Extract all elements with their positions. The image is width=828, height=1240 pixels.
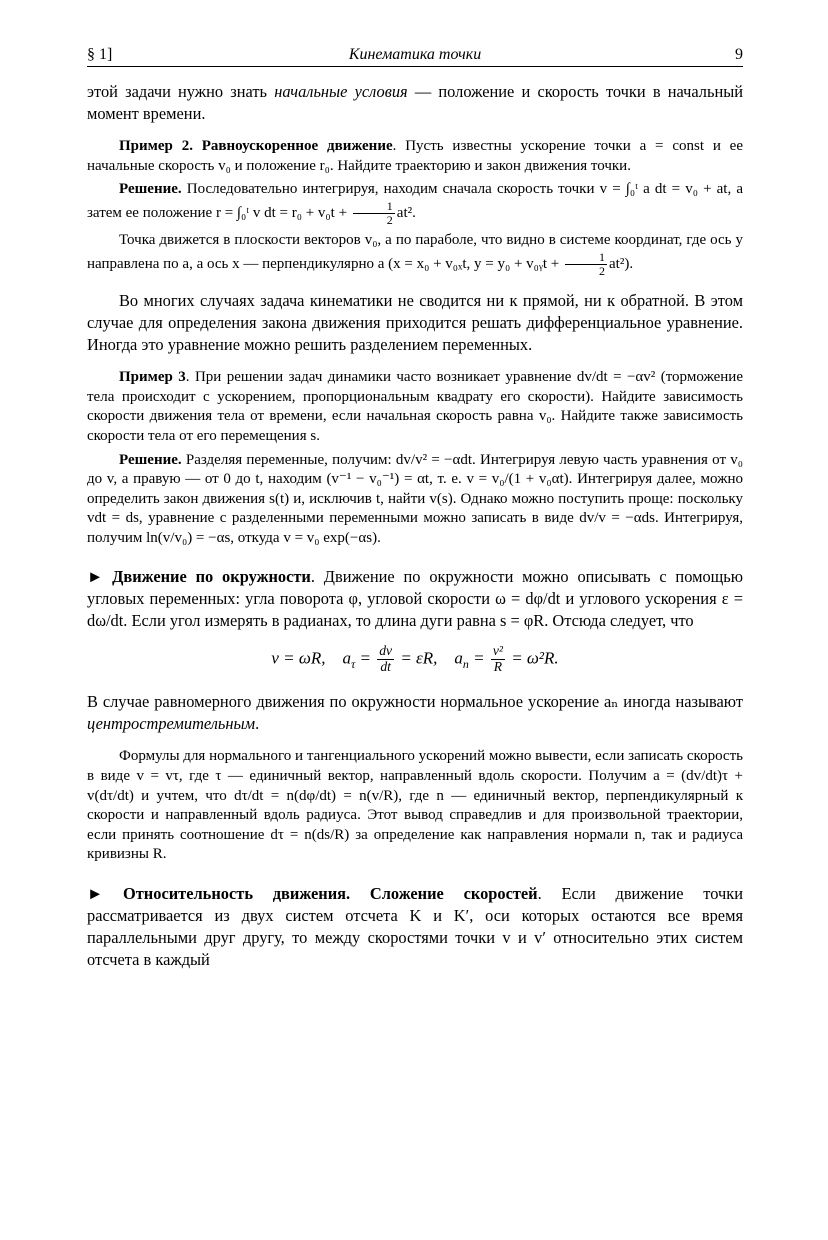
page-number: 9 [735, 46, 743, 63]
solution-2: Решение. Последовательно интегрируя, находим сначала скорость точки v = ∫₀ᵗ a dt = v₀ + at, а затем ее положение r = ∫₀ᵗ v dt = r₀ + v₀t + $\frac{1}{2}$ at². [87, 181, 743, 227]
section-number: § 1] [87, 46, 113, 63]
cases-paragraph: Во многих случаях задача кинематики не сводится ни к прямой, ни к обратной. В этом случае для определения закона движения приходится решать дифференциальное уравнение. Иногда это уравнение можно решить разделением переменных. [87, 291, 743, 355]
small-print-note: Формулы для нормального и тангенциального ускорений можно вывести, если записать скорость в виде v = vτ, где τ — единичный вектор, направленный вдоль скорости. Получим a = (dv/dt)τ + v(dτ/dt) и учтем, что dτ/dt = n(dφ/dt) = n(v/R), где n — единичный вектор, перпендикулярный к скорости и направленный вдоль радиуса. Этот вывод справедлив и для произвольной траектории, если принять соотношение dτ = n(ds/R) за определение как направления нормали n, так и радиуса кривизны R. [87, 748, 743, 863]
fraction-dv-dt: $\frac{dv}{dt}$ [379, 643, 393, 675]
page-header [87, 44, 743, 67]
body-text [87, 81, 743, 971]
fraction-one-half: $\frac{1}{2}$ [353, 200, 395, 227]
fraction-one-half-2: $\frac{1}{2}$ [565, 251, 607, 278]
emphasis-centripetal: центростремительным [87, 714, 256, 734]
relativity-heading: Относительность движения. Сложение скоростей [123, 883, 538, 903]
triangle-marker-icon: ► [87, 567, 104, 587]
triangle-marker-icon-2: ► [87, 883, 104, 903]
solution-3: Решение. Разделяя переменные, получим: dv/v² = −αdt. Интегрируя левую часть уравнения от v₀ до v, а правую — от 0 до t, находим (v⁻¹ − v₀⁻¹) = αt, т. е. v = v₀/(1 + v₀αt). Интегрируя далее, можно определить закон движения s(t) и, исключив t, найти v(s). Однако можно поступить проще: поскольку vdt = ds, уравнение с разделенными переменными можно записать в виде dv/v = −αds. Интегрируя, получим ln(v/v₀) = −αs, откуда v = v₀ exp(−αs). [87, 451, 743, 546]
page [87, 44, 743, 971]
centripetal-paragraph: В случае равномерного движения по окружности нормальное ускорение aₙ иногда называют центростремительным. [87, 692, 743, 734]
example-3-label: Пример 3 [119, 369, 186, 386]
running-title: Кинематика точки [348, 46, 482, 63]
intro-paragraph: этой задачи нужно знать начальные условия — положение и скорость точки в начальный момент времени. [87, 82, 744, 123]
solution-2-label: Решение. [119, 181, 182, 198]
circle-motion-heading: Движение по окружности [112, 567, 311, 587]
fraction-v2-r: $\frac{\text{v²}}{R}$ [492, 643, 503, 675]
example-2-label: Пример 2. Равноускоренное движение [119, 138, 393, 154]
circle-motion-paragraph: ► Движение по окружности. Движение по окружности можно описывать с помощью угловых переменных: угла поворота φ, угловой скорости ω = dφ/dt и углового ускорения ε = dω/dt. Если угол измерять в радианах, то длина дуги равна s = φR. Отсюда следует, что [87, 567, 743, 631]
kinematics-formula: v = ωR, $a_\tau$ = $\frac{dv}{dt}$ = εR, $a_n$ = $\frac{\text{v²}}{R}$ = ω²R. [271, 643, 559, 675]
emphasis-initial-conditions: начальные условия [274, 82, 408, 101]
relativity-paragraph: ► Относительность движения. Сложение скоростей. Если движение точки рассматривается из двух систем отсчета K и K′, оси которых остаются все время параллельными друг другу, то между скоростями точки v и v′ относительно этих систем отсчета в каждый [87, 883, 743, 969]
example-3: Пример 3. При решении задач динамики часто возникает уравнение dv/dt = −αv² (торможение тела происходит с ускорением, пропорциональным квадрату его скорости). Найдите зависимость скорости движения тела от времени, если начальная скорость равна v₀. Найдите также зависимость скорости тела от его перемещения s. [87, 369, 743, 444]
parabola-paragraph: Точка движется в плоскости векторов v₀, a по параболе, что видно в системе координат, где ось y направлена по a, а ось x — перпендикулярно a (x = x₀ + v₀ₓt, y = y₀ + v₀ᵧt + $\frac{1}{2}$ at²). [87, 232, 743, 278]
example-2: Пример 2. Равноускоренное движение. Пусть известны ускорение точки a = const и ее начальные скорость v₀ и положение r₀. Найдите траекторию и закон движения точки. [87, 138, 743, 174]
solution-3-label: Решение. [119, 451, 182, 468]
